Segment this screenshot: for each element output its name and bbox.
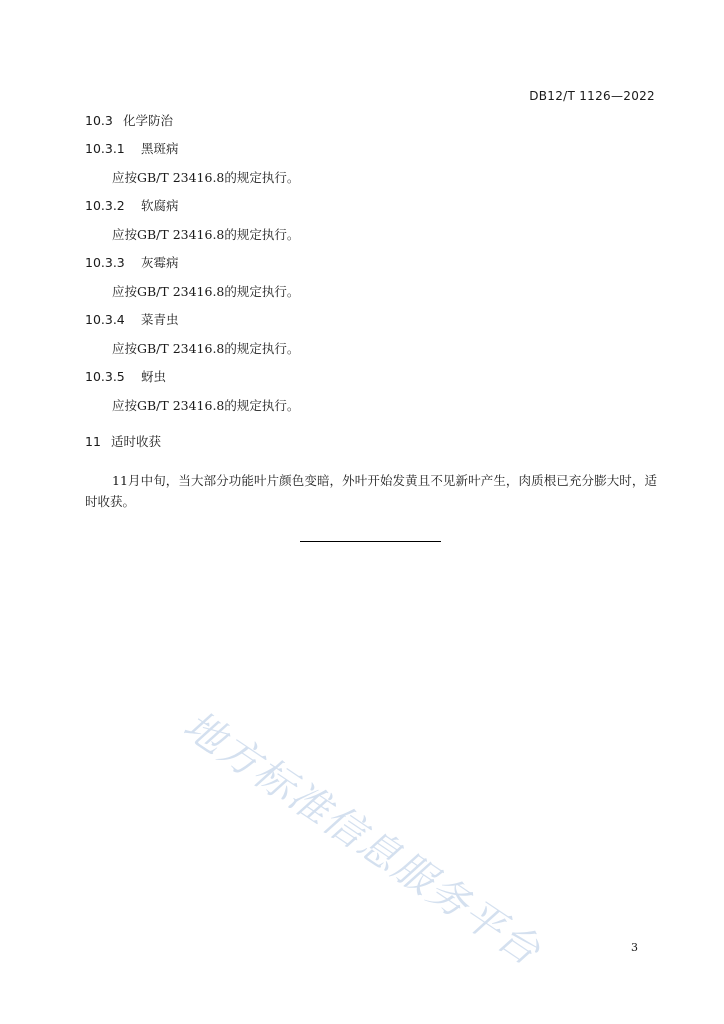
doc-code: DB12/T 1126—2022 [529, 89, 655, 103]
section-title: 灰霉病 [141, 255, 179, 270]
chapter-heading [85, 434, 161, 450]
section-number: 10.3.3 [85, 255, 125, 270]
section-body: 应按GB/T 23416.8的规定执行。 [112, 398, 300, 413]
section-body: 应按GB/T 23416.8的规定执行。 [112, 170, 300, 185]
section-title: 化学防治 [123, 113, 174, 128]
page-number: 3 [631, 941, 638, 954]
subsection-heading [85, 141, 179, 157]
subsection-heading [85, 369, 166, 385]
subsection-heading [85, 198, 179, 214]
harvest-paragraph: 11月中旬，当大部分功能叶片颜色变暗，外叶开始发黄且不见新叶产生，肉质根已充分膨大时，适时收获。 [85, 473, 657, 509]
section-number: 10.3.1 [85, 141, 125, 156]
section-title: 适时收获 [111, 434, 162, 449]
subsection-heading [85, 255, 179, 271]
section-number: 10.3.5 [85, 369, 125, 384]
section-number: 10.3.2 [85, 198, 125, 213]
end-rule [300, 541, 441, 542]
section-heading [85, 113, 173, 129]
watermark: 地方标准信息服务平台 [175, 702, 550, 976]
section-number: 10.3.4 [85, 312, 125, 327]
section-title: 黑斑病 [141, 141, 179, 156]
section-number: 10.3 [85, 113, 113, 128]
section-title: 菜青虫 [141, 312, 179, 327]
section-title: 软腐病 [141, 198, 179, 213]
section-body: 应按GB/T 23416.8的规定执行。 [112, 284, 300, 299]
subsection-heading [85, 312, 179, 328]
section-number: 11 [85, 434, 101, 449]
section-body: 应按GB/T 23416.8的规定执行。 [112, 341, 300, 356]
section-title: 蚜虫 [141, 369, 167, 384]
section-body: 应按GB/T 23416.8的规定执行。 [112, 227, 300, 242]
